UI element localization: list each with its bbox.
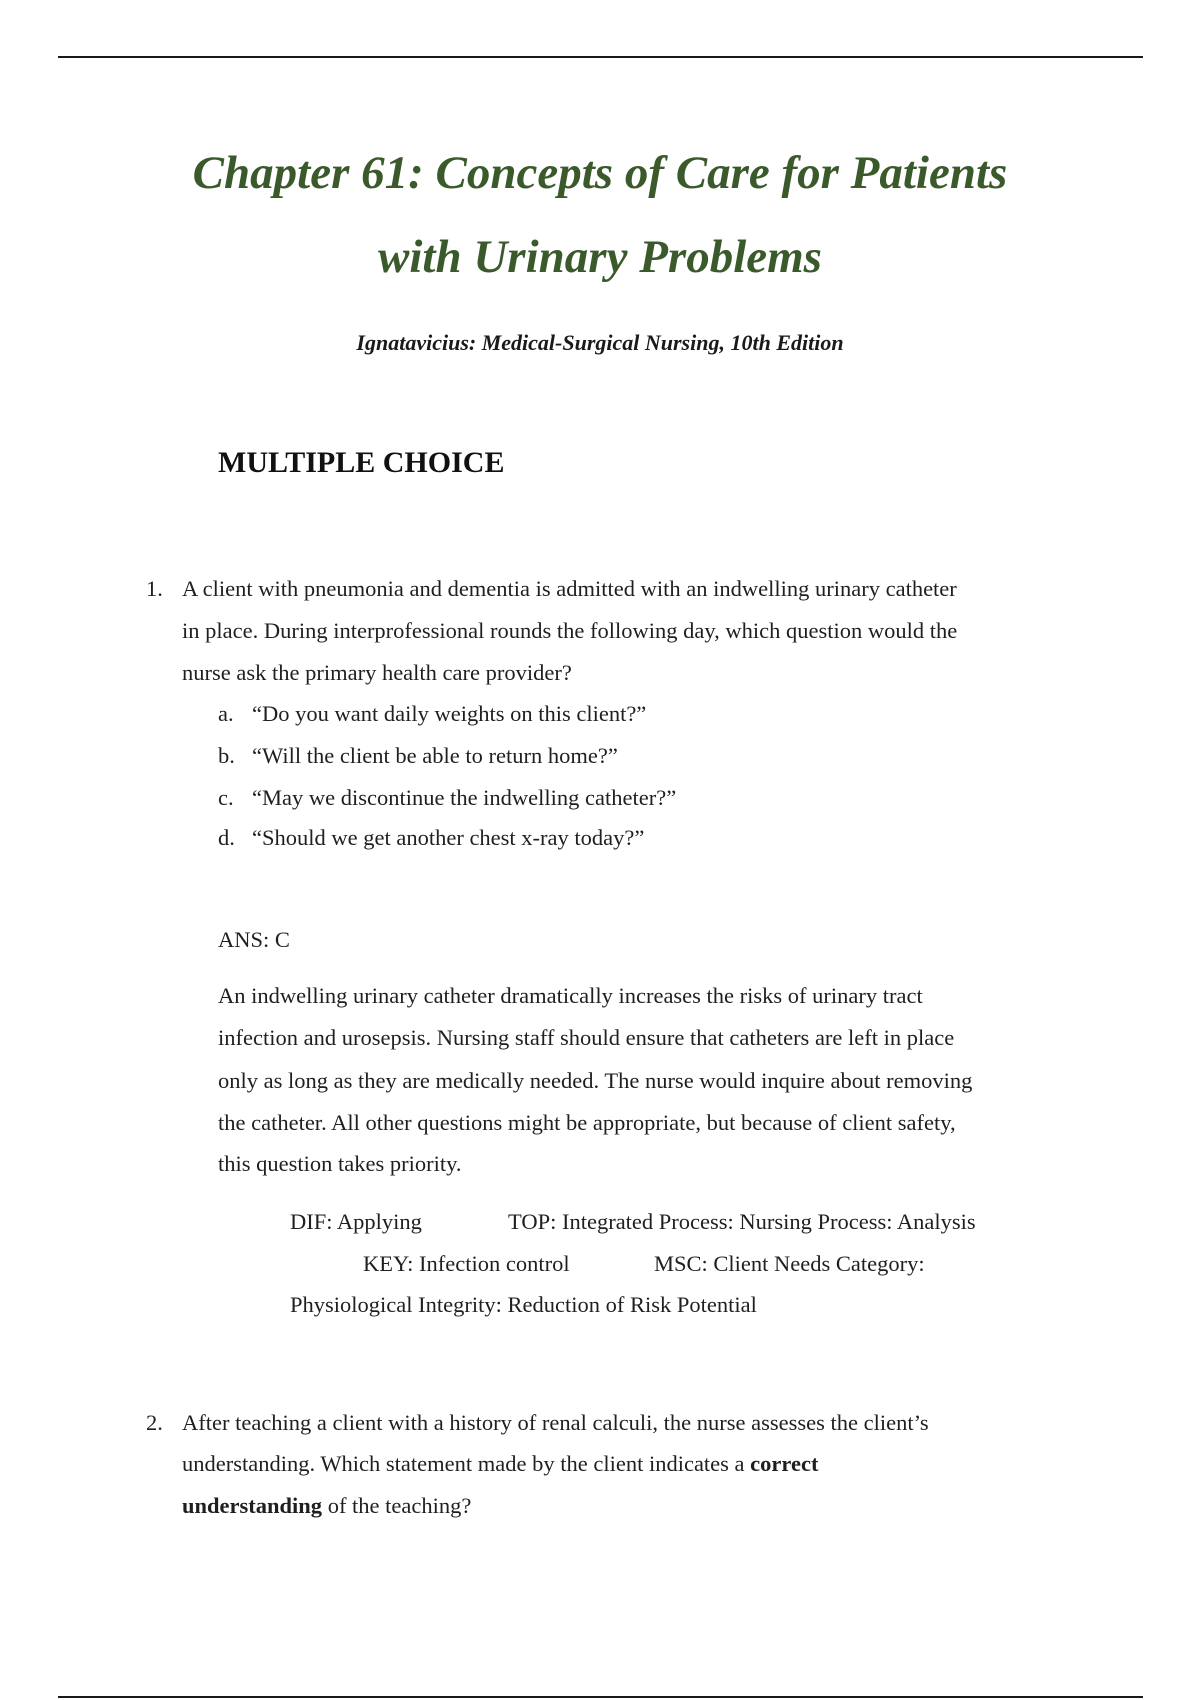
stem-text: understanding. Which statement made by the client indicates a	[182, 1451, 751, 1476]
question-stem-line	[182, 1453, 818, 1476]
question-number: 2.	[146, 1410, 163, 1435]
chapter-title-line-2: with Urinary Problems	[378, 231, 822, 283]
topic-tag: TOP: Integrated Process: Nursing Process: Analysis	[508, 1209, 976, 1234]
chapter-title-line-1: Chapter 61: Concepts of Care for Patients	[192, 147, 1008, 199]
question-number: 1.	[146, 576, 163, 601]
rationale-line: only as long as they are medically needed. The nurse would inquire about removing	[218, 1068, 973, 1093]
msc-tag: MSC: Client Needs Category:	[654, 1251, 925, 1276]
question-stem-line	[182, 1495, 471, 1518]
top-rule	[58, 56, 1143, 58]
stem-emphasis: correct	[750, 1451, 819, 1476]
rationale-line: this question takes priority.	[218, 1151, 462, 1176]
option-text: “May we discontinue the indwelling catheter?”	[252, 785, 677, 810]
rationale-line: infection and urosepsis. Nursing staff should ensure that catheters are left in place	[218, 1025, 955, 1050]
bottom-rule	[58, 1696, 1143, 1698]
option-text: “Will the client be able to return home?”	[252, 743, 618, 768]
rationale-line: the catheter. All other questions might be appropriate, but because of client safety,	[218, 1110, 956, 1135]
question-stem-line: After teaching a client with a history of renal calculi, the nurse assesses the client’s	[182, 1410, 929, 1435]
question-stem-line: nurse ask the primary health care provider?	[182, 660, 572, 685]
stem-emphasis: understanding	[182, 1493, 323, 1518]
answer-key: ANS: C	[218, 927, 290, 952]
option-letter: d.	[218, 825, 235, 850]
rationale-line: An indwelling urinary catheter dramatically increases the risks of urinary tract	[218, 983, 923, 1008]
option-letter: b.	[218, 743, 235, 768]
stem-text: of the teaching?	[322, 1493, 472, 1518]
option-text: “Do you want daily weights on this client?”	[252, 701, 647, 726]
question-stem-line: A client with pneumonia and dementia is admitted with an indwelling urinary catheter	[182, 576, 957, 601]
option-letter: a.	[218, 701, 234, 726]
msc-detail: Physiological Integrity: Reduction of Risk Potential	[290, 1292, 757, 1317]
option-text: “Should we get another chest x-ray today?”	[252, 825, 645, 850]
book-subtitle: Ignatavicius: Medical-Surgical Nursing, 10th Edition	[356, 330, 844, 355]
section-heading: MULTIPLE CHOICE	[218, 446, 505, 479]
difficulty-tag: DIF: Applying	[290, 1209, 422, 1234]
question-stem-line: in place. During interprofessional rounds the following day, which question would the	[182, 618, 958, 643]
option-letter: c.	[218, 785, 234, 810]
key-tag: KEY: Infection control	[363, 1251, 570, 1276]
